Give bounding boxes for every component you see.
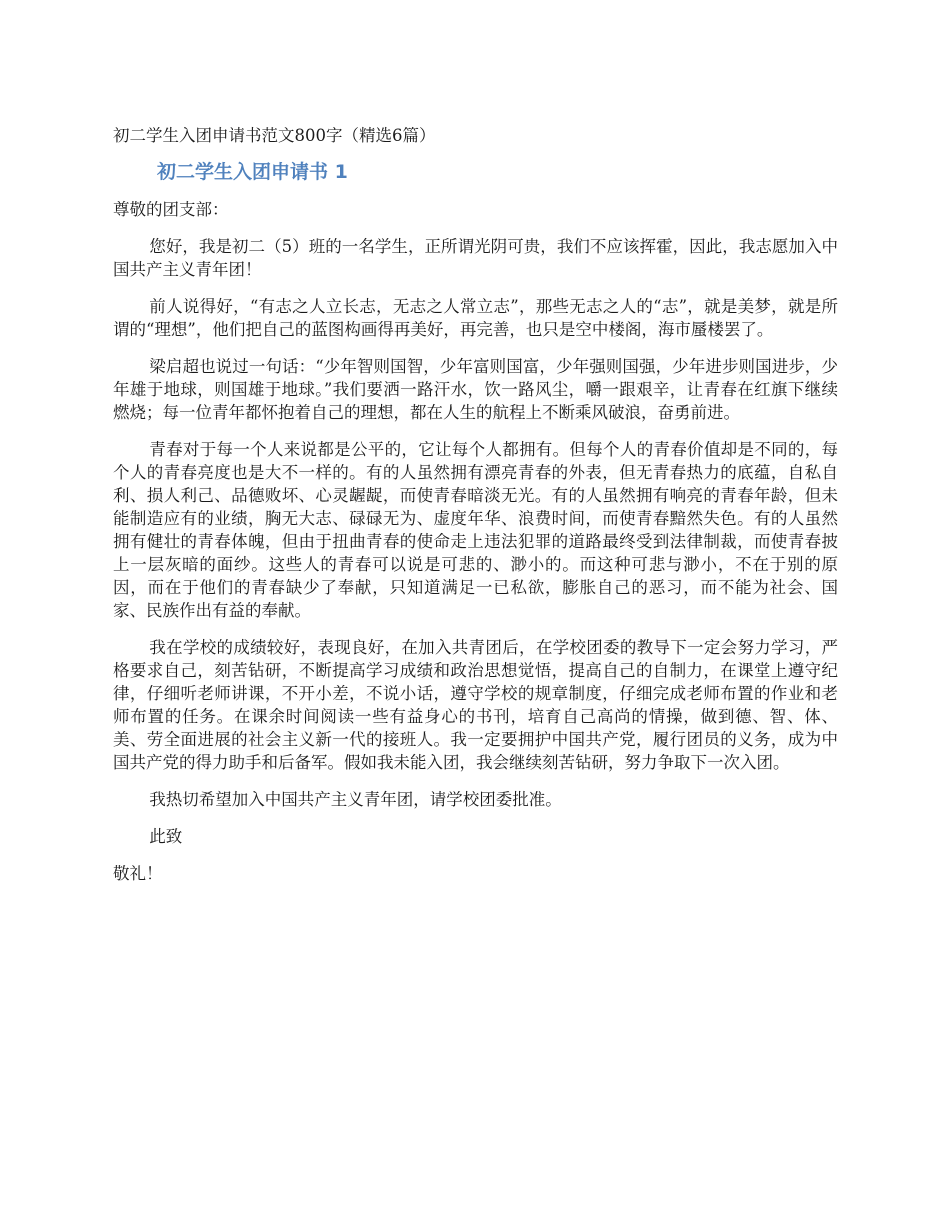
document-page [113,122,838,885]
salutation: 尊敬的团支部： [113,200,229,219]
paragraph-3: 梁启超也说过一句话：“少年智则国智，少年富则国富，少年强则国强，少年进步则国进步，少年雄于地球，则国雄于地球。”我们要洒一路汗水，饮一路风尘，嚼一跟艰辛，让青春在红旗下继续燃烧；每一位青年都怀抱着自己的理想，都在人生的航程上不断乘风破浪，奋勇前进。 [113,357,838,422]
paragraph-5: 我在学校的成绩较好，表现良好，在加入共青团后，在学校团委的教导下一定会努力学习，严格要求自己，刻苦钻研，不断提高学习成绩和政治思想觉悟，提高自己的自制力，在课堂上遵守纪律，仔细听老师讲课，不开小差，不说小话，遵守学校的规章制度，仔细完成老师布置的作业和老师布置的任务。在课余时间阅读一些有益身心的书刊，培育自己高尚的情操，做到德、智、体、美、劳全面进展的社会主义新一代的接班人。我一定要拥护中国共产党，履行团员的义务，成为中国共产党的得力助手和后备军。假如我未能入团，我会继续刻苦钻研，努力争取下一次入团。 [113,638,838,772]
closing-line: 此致 [149,827,183,846]
section-heading: 初二学生入团申请书 1 [157,161,348,183]
paragraph-4: 青春对于每一个人来说都是公平的，它让每个人都拥有。但每个人的青春价值却是不同的，每个人的青春亮度也是大不一样的。有的人虽然拥有漂亮青春的外表，但无青春热力的底蕴，自私自利、损人利己、品德败坏、心灵龌龊，而使青春暗淡无光。有的人虽然拥有响亮的青春年龄，但未能制造应有的业绩，胸无大志、碌碌无为、虚度年华、浪费时间，而使青春黯然失色。有的人虽然拥有健壮的青春体魄，但由于扭曲青春的使命走上违法犯罪的道路最终受到法律制裁，而使青春披上一层灰暗的面纱。这些人的青春可以说是可悲的、渺小的。而这种可悲与渺小，不在于别的原因，而在于他们的青春缺少了奉献，只知道满足一已私欲，膨胀自己的恶习，而不能为社会、国家、民族作出有益的奉献。 [113,440,838,620]
paragraph-6: 我热切希望加入中国共产主义青年团，请学校团委批准。 [149,790,562,809]
paragraph-2: 前人说得好，“有志之人立长志，无志之人常立志”，那些无志之人的“志”，就是美梦，就是所谓的“理想”，他们把自己的蓝图构画得再美好，再完善，也只是空中楼阁，海市蜃楼罢了。 [113,297,838,339]
paragraph-1: 您好，我是初二（5）班的一名学生，正所谓光阴可贵，我们不应该挥霍，因此，我志愿加入中国共产主义青年团！ [113,237,838,279]
regards: 敬礼！ [113,864,163,883]
document-title: 初二学生入团申请书范文800字（精选6篇） [113,126,436,145]
